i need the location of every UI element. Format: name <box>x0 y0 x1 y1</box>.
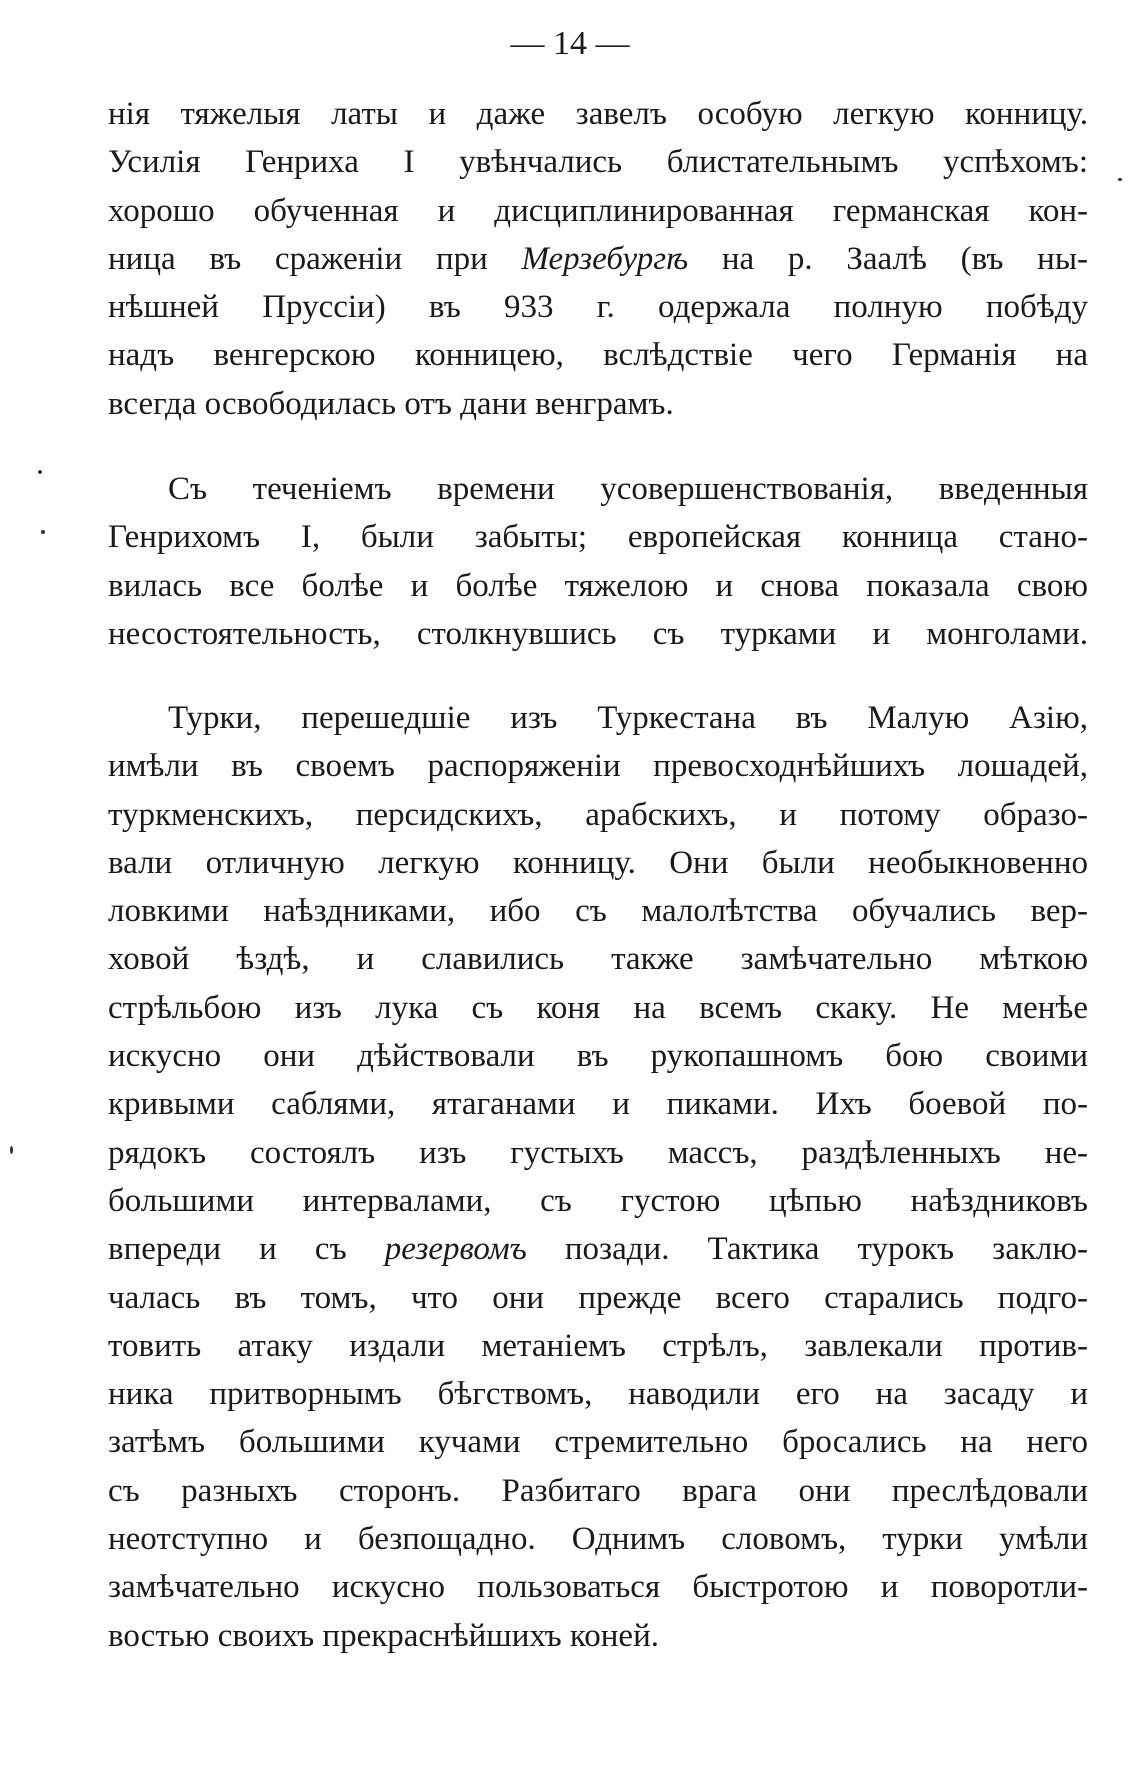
text-line: съ разныхъ сторонъ. Разбитаго врага они преслѣдовали <box>108 1472 1088 1509</box>
scan-speck <box>1118 178 1122 181</box>
text-line: туркменскихъ, персидскихъ, арабскихъ, и потому образо- <box>108 796 1088 833</box>
text-line: нѣшней Пруссіи) въ 933 г. одержала полную побѣду <box>108 289 1088 326</box>
text-line: затѣмъ большими кучами стремительно бросались на него <box>108 1424 1088 1461</box>
text-line: чалась въ томъ, что они прежде всего старались подго- <box>108 1279 1088 1316</box>
text-line: замѣчательно искусно пользоваться быстротою и поворотли- <box>108 1569 1088 1606</box>
text-line: востью своихъ прекраснѣйшихъ коней. <box>108 1617 659 1654</box>
text-line: вилась все болѣе и болѣе тяжелою и снова показала свою <box>108 567 1088 604</box>
text-segment: на р. Заалѣ (въ ны- <box>688 240 1088 277</box>
text-segment: впереди и съ <box>108 1231 385 1268</box>
text-line <box>108 1225 1088 1273</box>
text-line: товить атаку издали метаніемъ стрѣлъ, завлекали против- <box>108 1327 1088 1364</box>
text-line: хорошо обученная и дисциплинированная германская кон- <box>108 192 1088 229</box>
text-line: ловкими наѣздниками, ибо съ малолѣтства обучались вер- <box>108 893 1088 930</box>
text-line: большими интервалами, съ густою цѣпью наѣздниковъ <box>108 1182 1088 1219</box>
text-line: Турки, перешедшіе изъ Туркестана въ Малую Азію, <box>168 700 1088 736</box>
text-line: кривыми саблями, ятаганами и пиками. Ихъ боевой по- <box>108 1086 1088 1123</box>
text-line: нія тяжелыя латы и даже завелъ особую легкую конницу. <box>108 96 1088 132</box>
text-line: ховой ѣздѣ, и славились также замѣчательно мѣткою <box>108 941 1088 978</box>
text-line: Съ теченіемъ времени усовершенствованія, введенныя <box>168 471 1088 507</box>
scan-speck <box>38 470 42 474</box>
paragraph-3 <box>108 694 1088 1660</box>
text-line: неотступно и безпощадно. Однимъ словомъ, турки умѣли <box>108 1521 1088 1558</box>
text-segment: ница въ сраженіи при <box>108 240 522 277</box>
scan-speck <box>41 530 45 534</box>
text-line: вали отличную легкую конницу. Они были необыкновенно <box>108 844 1088 881</box>
text-line: имѣли въ своемъ распоряженіи превосходнѣйшихъ лошадей, <box>108 748 1088 785</box>
text-line: всегда освободилась отъ дани венграмъ. <box>108 385 674 422</box>
scan-speck <box>10 1146 13 1154</box>
page-number: — 14 — <box>510 25 630 62</box>
text-line: рядокъ состоялъ изъ густыхъ массъ, раздѣленныхъ не- <box>108 1134 1088 1171</box>
text-segment: позади. Тактика турокъ заклю- <box>526 1231 1089 1268</box>
paragraph-1 <box>108 90 1088 428</box>
paragraph-2 <box>108 465 1088 658</box>
text-line: Усилія Генриха I увѣнчались блистательнымъ успѣхомъ: <box>108 144 1088 181</box>
place-name-italic: Мерзебургѣ <box>521 240 689 277</box>
text-line: надъ венгерскою конницею, вслѣдствіе чего Германія на <box>108 337 1088 374</box>
text-line: Генрихомъ I, были забыты; европейская конница стано- <box>108 519 1088 556</box>
text-line: ника притворнымъ бѣгствомъ, наводили его на засаду и <box>108 1376 1088 1413</box>
text-line: искусно они дѣйствовали въ рукопашномъ бою своими <box>108 1038 1088 1075</box>
text-line: стрѣльбою изъ лука съ коня на всемъ скаку. Не менѣе <box>108 989 1088 1026</box>
text-line: несостоятельность, столкнувшись съ турками и монголами. <box>108 615 1088 652</box>
text-line <box>108 235 1088 283</box>
term-italic: резервомъ <box>384 1231 527 1268</box>
